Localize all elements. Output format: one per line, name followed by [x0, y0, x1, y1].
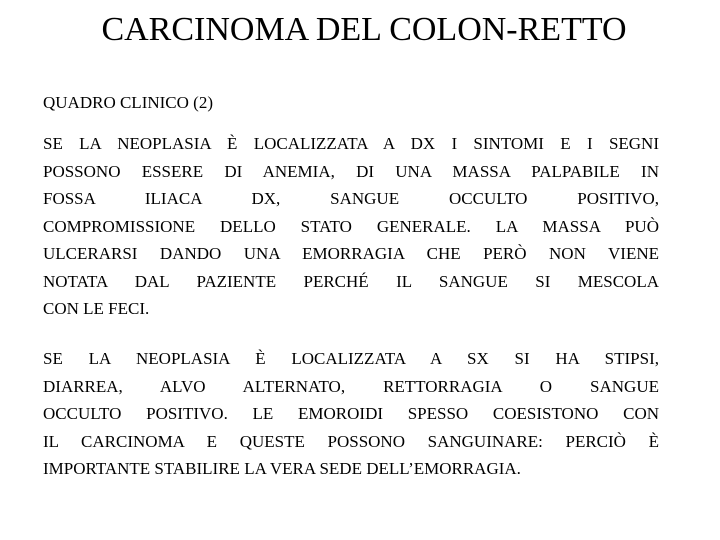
- slide-subtitle: QUADRO CLINICO (2): [43, 93, 213, 112]
- paragraph-line: NOTATA DAL PAZIENTE PERCHÉ IL SANGUE SI MESCOLA: [43, 271, 659, 291]
- paragraph-line: ULCERARSI DANDO UNA EMORRAGIA CHE PERÒ NON VIENE: [43, 244, 659, 263]
- paragraph-line: CON LE FECI.: [43, 299, 150, 318]
- paragraph-line: FOSSA ILIACA DX, SANGUE OCCULTO POSITIVO,: [43, 189, 659, 208]
- paragraph-line: OCCULTO POSITIVO. LE EMOROIDI SPESSO COESISTONO CON: [43, 404, 659, 423]
- paragraph-left-colon: [43, 345, 659, 483]
- paragraph-line: POSSONO ESSERE DI ANEMIA, DI UNA MASSA PALPABILE IN: [43, 161, 659, 181]
- paragraph-line: IL CARCINOMA E QUESTE POSSONO SANGUINARE: PERCIÒ È: [43, 431, 659, 451]
- paragraph-line: SE LA NEOPLASIA È LOCALIZZATA A DX I SINTOMI E I SEGNI: [43, 134, 659, 153]
- paragraph-line: COMPROMISSIONE DELLO STATO GENERALE. LA MASSA PUÒ: [43, 216, 659, 236]
- paragraph-right-colon: [43, 130, 659, 323]
- slide-title: CARCINOMA DEL COLON-RETTO: [101, 11, 627, 48]
- paragraph-line: DIARREA, ALVO ALTERNATO, RETTORRAGIA O SANGUE: [43, 376, 659, 396]
- paragraph-line: IMPORTANTE STABILIRE LA VERA SEDE DELL’EMORRAGIA.: [43, 459, 521, 478]
- paragraph-line: SE LA NEOPLASIA È LOCALIZZATA A SX SI HA STIPSI,: [43, 349, 659, 368]
